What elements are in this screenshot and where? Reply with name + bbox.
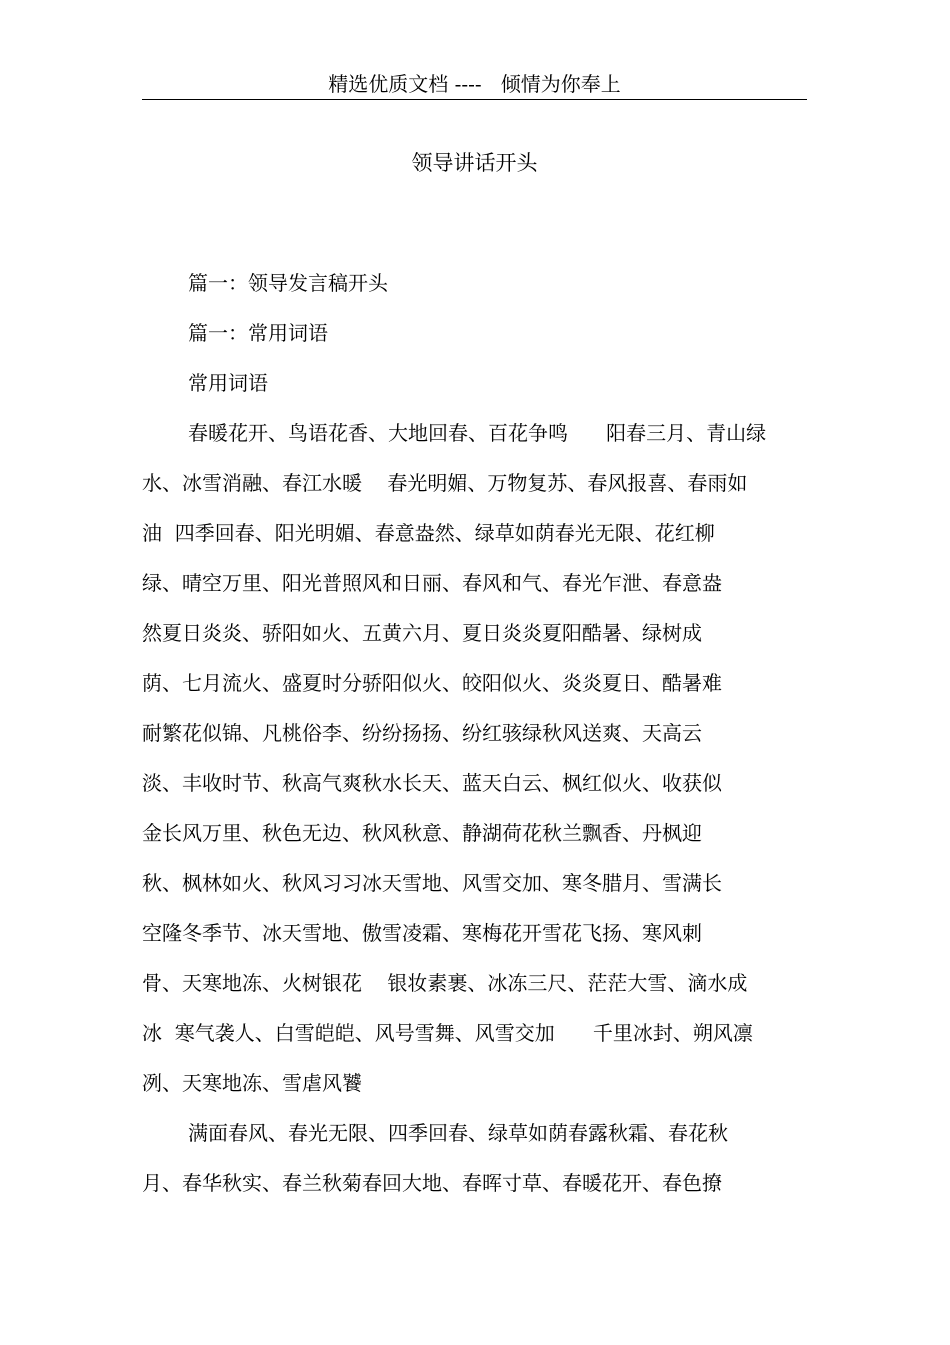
text-line: 秋、枫林如火、秋风习习冰天雪地、风雪交加、寒冬腊月、雪满长 (142, 871, 722, 895)
document-body (142, 267, 807, 1217)
text-line: 然夏日炎炎、骄阳如火、五黄六月、夏日炎炎夏阳酷暑、绿树成 (142, 621, 702, 645)
text-line: 篇一：领导发言稿开头 (188, 271, 388, 295)
document-title: 领导讲话开头 (411, 151, 538, 175)
text-line: 冰 寒气袭人、白雪皑皑、风号雪舞、风雪交加 千里冰封、朔风凛 (142, 1021, 753, 1045)
text-line: 耐繁花似锦、凡桃俗李、纷纷扬扬、纷红骇绿秋风送爽、天高云 (142, 721, 702, 745)
text-line: 常用词语 (188, 371, 268, 395)
text-line: 满面春风、春光无限、四季回春、绿草如荫春露秋霜、春花秋 (188, 1121, 728, 1145)
text-line: 月、春华秋实、春兰秋菊春回大地、春晖寸草、春暖花开、春色撩 (142, 1171, 722, 1195)
text-line: 淡、丰收时节、秋高气爽秋水长天、蓝天白云、枫红似火、收获似 (142, 771, 722, 795)
text-line: 篇一：常用词语 (188, 321, 328, 345)
text-line: 春暖花开、鸟语花香、大地回春、百花争鸣 阳春三月、青山绿 (188, 421, 767, 445)
page-header: 精选优质文档 ---- 倾情为你奉上 (328, 72, 621, 96)
text-line: 金长风万里、秋色无边、秋风秋意、静湖荷花秋兰飘香、丹枫迎 (142, 821, 702, 845)
text-line: 油 四季回春、阳光明媚、春意盎然、绿草如荫春光无限、花红柳 (142, 521, 715, 545)
text-line: 绿、晴空万里、阳光普照风和日丽、春风和气、春光乍泄、春意盎 (142, 571, 722, 595)
text-line: 空隆冬季节、冰天雪地、傲雪凌霜、寒梅花开雪花飞扬、寒风刺 (142, 921, 702, 945)
text-line: 冽、天寒地冻、雪虐风饕 (142, 1071, 362, 1095)
header-divider (142, 99, 807, 100)
text-line: 荫、七月流火、盛夏时分骄阳似火、皎阳似火、炎炎夏日、酷暑难 (142, 671, 722, 695)
text-line: 水、冰雪消融、春江水暖 春光明媚、万物复苏、春风报喜、春雨如 (142, 471, 748, 495)
text-line: 骨、天寒地冻、火树银花 银妆素裹、冰冻三尺、茫茫大雪、滴水成 (142, 971, 748, 995)
